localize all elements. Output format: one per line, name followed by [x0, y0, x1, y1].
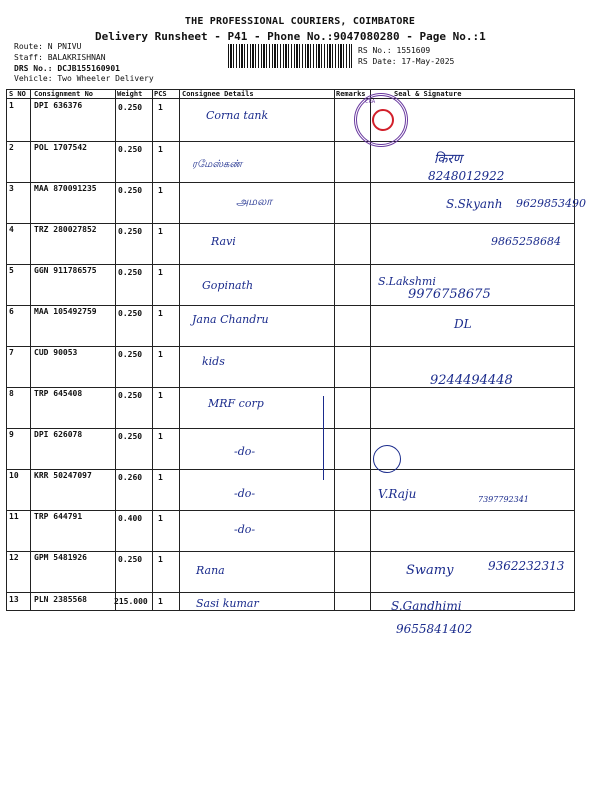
col-divider [179, 89, 180, 611]
row-consignee: -do- [234, 523, 256, 536]
route-label: Route: N PNIVU [14, 42, 82, 51]
row-consignment: POL 1707542 [34, 143, 87, 152]
row-signature: किरण [434, 152, 463, 167]
row-weight: 0.260 [118, 473, 143, 482]
row-pcs: 1 [158, 391, 163, 400]
runsheet-table [6, 89, 586, 613]
header-divider [6, 98, 575, 99]
row-weight: 0.250 [118, 555, 143, 564]
courier-stamp [354, 93, 408, 147]
row-consignee: Jana Chandru [192, 313, 269, 326]
row-weight: 0.250 [118, 391, 143, 400]
row-divider [6, 346, 575, 347]
row-consignment: MAA 870091235 [34, 184, 97, 193]
row-divider [6, 428, 575, 429]
row-divider [6, 223, 575, 224]
row-consignment: TRZ 280027852 [34, 225, 97, 234]
table-border-bottom [6, 610, 575, 611]
row-pcs: 1 [158, 186, 163, 195]
row-consignment: DPI 626078 [34, 430, 83, 439]
row-divider [6, 592, 575, 593]
row-sno: 1 [9, 101, 14, 110]
row-sno: 10 [9, 471, 19, 480]
row-sno: 13 [9, 595, 19, 604]
row-consignee: Sasi kumar [196, 597, 259, 610]
barcode [228, 44, 352, 68]
row-phone: 7397792341 [478, 495, 529, 504]
row-divider [6, 469, 575, 470]
stamp-center-mark [372, 109, 394, 131]
row-sno: 2 [9, 143, 14, 152]
col-header-sno: S NO [9, 90, 26, 98]
row-pcs: 1 [158, 103, 163, 112]
row-pcs: 1 [158, 555, 163, 564]
row-consignment: TRP 645408 [34, 389, 83, 398]
row-sno: 4 [9, 225, 14, 234]
row-consignment: GGN 911786575 [34, 266, 97, 275]
col-divider [370, 89, 371, 611]
runsheet-subtitle: Delivery Runsheet - P41 - Phone No.:9047080280 - Page No.:1 [95, 30, 486, 43]
row-consignment: CUD 90053 [34, 348, 78, 357]
row-signature: S.Lakshmi [378, 275, 436, 288]
row-phone: 9629853490 [516, 197, 586, 210]
row-consignment: MAA 105492759 [34, 307, 97, 316]
row-weight: 0.250 [118, 268, 143, 277]
col-header-consignment: Consignment No [34, 90, 94, 98]
row-consignee: MRF corp [208, 397, 264, 410]
row-consignment: DPI 636376 [34, 101, 83, 110]
row-weight: 0.250 [118, 186, 143, 195]
row-divider [6, 551, 575, 552]
row-consignment: KRR 50247097 [34, 471, 92, 480]
row-phone: 9362232313 [488, 559, 565, 573]
row-signature: DL [454, 317, 472, 331]
row-sno: 3 [9, 184, 14, 193]
row-consignee: Rana [196, 564, 225, 577]
page-title: THE PROFESSIONAL COURIERS, COIMBATORE [184, 16, 416, 27]
circled-mark [373, 445, 401, 473]
row-pcs: 1 [158, 514, 163, 523]
row-pcs: 1 [158, 350, 163, 359]
row-sno: 5 [9, 266, 14, 275]
row-consignment: TRP 644791 [34, 512, 83, 521]
col-header-consignee: Consignee Details [182, 90, 254, 98]
staff-label: Staff: BALAKRISHNAN [14, 53, 106, 62]
rs-date: RS Date: 17-May-2025 [358, 57, 455, 66]
row-sno: 8 [9, 389, 14, 398]
row-weight: 0.250 [118, 432, 143, 441]
row-divider [6, 510, 575, 511]
row-weight: 0.250 [118, 350, 143, 359]
row-pcs: 1 [158, 473, 163, 482]
row-weight: 215.000 [114, 597, 148, 606]
row-sno: 9 [9, 430, 14, 439]
row-phone: 8248012922 [428, 169, 505, 183]
vehicle-label: Vehicle: Two Wheeler Delivery [14, 74, 154, 83]
stamp-text: CRA [365, 99, 376, 105]
hand-line [323, 396, 324, 480]
col-divider [334, 89, 335, 611]
row-consignee: ரமேஸ்கண் [192, 159, 243, 170]
row-consignment: PLN 2385568 [34, 595, 87, 604]
col-divider [115, 89, 116, 611]
row-signature: V.Raju [378, 487, 417, 501]
drs-number: DRS No.: DCJB155160901 [14, 64, 120, 73]
row-consignment: GPM 5481926 [34, 553, 87, 562]
row-consignee: -do- [234, 445, 256, 458]
row-consignee: kids [202, 355, 225, 368]
row-pcs: 1 [158, 268, 163, 277]
row-weight: 0.250 [118, 103, 143, 112]
row-pcs: 1 [158, 227, 163, 236]
row-consignee: Gopinath [202, 279, 254, 292]
row-weight: 0.400 [118, 514, 143, 523]
row-pcs: 1 [158, 597, 163, 606]
col-divider [152, 89, 153, 611]
row-sno: 11 [9, 512, 19, 521]
row-phone: 9976758675 [408, 287, 491, 302]
row-phone: 9655841402 [396, 622, 473, 636]
col-divider [30, 89, 31, 611]
row-pcs: 1 [158, 309, 163, 318]
col-header-seal: Seal & Signature [394, 90, 462, 98]
row-signature: Swamy [406, 563, 454, 578]
row-weight: 0.250 [118, 309, 143, 318]
row-consignee: Corna tank [206, 109, 269, 122]
row-divider [6, 264, 575, 265]
table-border-left [6, 89, 7, 611]
rs-number: RS No.: 1551609 [358, 46, 431, 55]
row-consignee: -do- [234, 487, 256, 500]
row-consignee: Ravi [211, 235, 236, 248]
row-consignee: அமலா [236, 195, 272, 208]
col-header-remarks: Remarks [336, 90, 366, 98]
col-header-weight: Weight [117, 90, 143, 98]
row-pcs: 1 [158, 145, 163, 154]
row-phone: 9865258684 [491, 235, 561, 248]
col-header-pcs: PCS [154, 90, 167, 98]
row-divider [6, 305, 575, 306]
row-pcs: 1 [158, 432, 163, 441]
row-sno: 6 [9, 307, 14, 316]
row-signature: S.Gandhimi [391, 599, 462, 613]
row-sno: 12 [9, 553, 19, 562]
row-divider [6, 141, 575, 142]
row-signature: S.Skyanh [446, 197, 503, 211]
row-sno: 7 [9, 348, 14, 357]
row-phone: 9244494448 [430, 373, 513, 388]
row-weight: 0.250 [118, 227, 143, 236]
row-weight: 0.250 [118, 145, 143, 154]
table-border-right [574, 89, 575, 611]
